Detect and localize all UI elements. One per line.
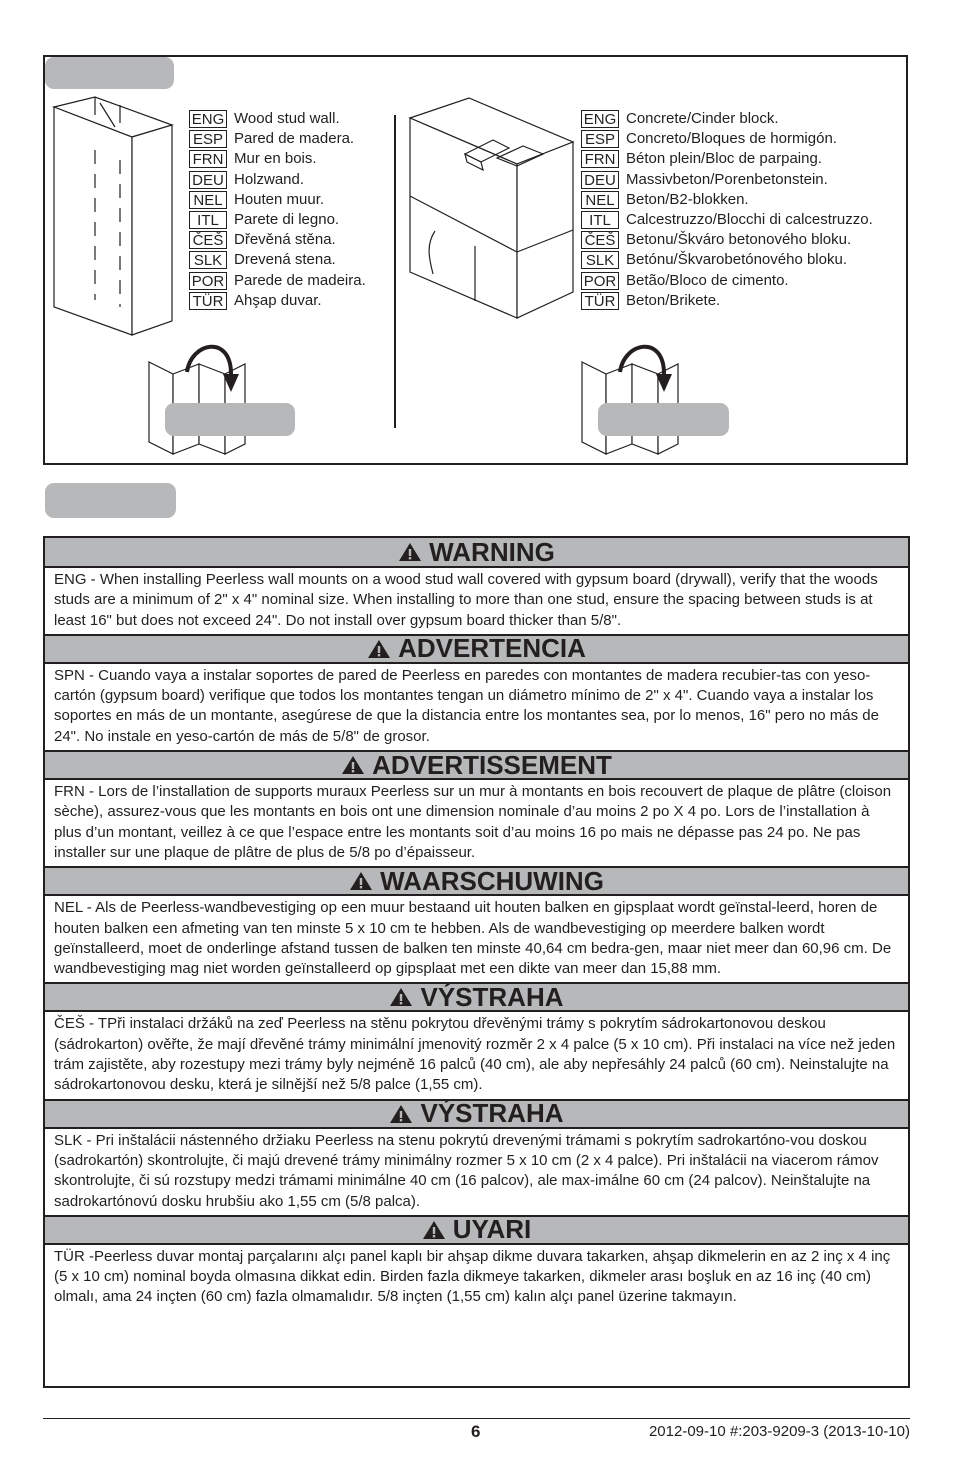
language-row xyxy=(581,271,873,291)
page-turn-icon xyxy=(145,334,255,459)
language-code: ČEŠ xyxy=(189,231,227,249)
language-code: FRN xyxy=(189,150,227,168)
language-code: ENG xyxy=(581,110,619,128)
page-number: 6 xyxy=(471,1422,481,1441)
language-code: ITL xyxy=(189,211,227,229)
warning-triangle-icon xyxy=(341,755,365,775)
warning-text: NEL - Als de Peerless-wandbevestiging op een muur bestaand uit houten balken en gipsplaat wordt geïnstal-leerd, horen de houten balken een afmeting van ten minste 5 x 10 cm te hebben. Als de wandbevestiging op meerdere balken wordt geïnstalleerd, moet de onderlinge afstand tussen de balken ten minste 40,64 cm bedra-gen, maar niet meer dan 60,96 cm. De wandbevestiging mag niet worden geïnstalleerd op gipsplaat met een dikte van meer dan 15,88 mm. xyxy=(54,899,892,978)
language-text: Wood stud wall. xyxy=(234,110,340,127)
warning-title: VÝSTRAHA xyxy=(420,981,564,1012)
language-row xyxy=(581,250,873,270)
language-row xyxy=(581,129,873,149)
language-text: Holzwand. xyxy=(234,170,305,188)
language-code: ITL xyxy=(581,211,619,229)
language-code: POR xyxy=(189,272,227,290)
language-text: Mur en bois. xyxy=(234,150,317,168)
page-turn-tab-left xyxy=(165,403,295,436)
language-code: TÜR xyxy=(189,292,227,310)
warning-triangle-icon xyxy=(398,542,422,562)
warning-text: ČEŠ - TPři instalaci držáků na zeď Peerless na stěnu pokrytou dřevěnými trámy s pokrytím sádrokartonovou deskou (sádrokarton) ověřte, že mají dřevěné trámy minimální jmenovitý rozměr 2 x 4 palce (5 x 10 cm). Při instalaci na více než jeden trám zajistěte, aby rozestupy mezi trámy byly nejméně 16 palců (40 cm), ale aby nepřesáhly 24 palců (60 cm). Neinstalujte na sádrokartonovou desku, která je silnější než 5/8 palce (1,55 cm). xyxy=(54,1015,896,1094)
language-row xyxy=(189,271,366,291)
concrete-block-illustration xyxy=(405,96,577,321)
wood-stud-wall-illustration xyxy=(50,95,180,340)
language-text: Dřevěná stěna. xyxy=(234,231,336,249)
language-row xyxy=(581,170,873,190)
language-text: Parede de madeira. xyxy=(234,271,366,289)
warning-heading xyxy=(45,538,908,568)
language-text: Beton/Brikete. xyxy=(626,291,721,309)
language-row xyxy=(189,129,366,149)
language-row xyxy=(189,291,366,311)
language-row xyxy=(189,109,366,129)
warning-title: ADVERTISSEMENT xyxy=(372,749,612,780)
warning-triangle-icon xyxy=(422,1220,446,1240)
warning-text: SPN - Cuando vaya a instalar soportes de pared de Peerless en paredes con montantes de madera recubier-tas con yeso-cartón (gypsum board) verifique que todos los montantes tengan un diámetro mínimo de 2" x 4". Cuando vaya a instalar los soportes en más de un montante, asegúrese de que la distancia entre los montantes sea, por lo menos, 16" pero no más de 24". No instale en yeso-cartón de más de 5/8" de grosor. xyxy=(54,666,879,745)
warning-heading xyxy=(45,982,908,1012)
warnings-box xyxy=(43,536,910,1388)
page-turn-tab-right xyxy=(598,403,729,436)
language-code: SLK xyxy=(189,251,227,269)
warning-title: VÝSTRAHA xyxy=(420,1098,564,1129)
document-id: 2012-09-10 #:203-9209-3 (2013-10-10) xyxy=(648,1423,910,1440)
language-code: NEL xyxy=(581,191,619,209)
language-code: TÜR xyxy=(581,292,619,310)
language-code: DEU xyxy=(581,171,619,189)
language-code: DEU xyxy=(189,171,227,189)
warning-text: SLK - Pri inštalácii nástenného držiaku Peerless na stenu pokrytú drevenými trámami s pokrytím sadrokartóno-vou doskou (sadrokartón) skontrolujte, či majú drevené trámy minimálny rozmer 5 x 10 cm (2 x 4 palce). Pri inštalácii na viacerom rámov skontrolujte, či sú rozstupy medzi trámami minimálne 40 cm (16 palcov), ale max-imálne 60 cm (24 palcov). Neinštalujte na sadrokartónovú dosku hrubšiu ako 1,55 cm (5/8 palca). xyxy=(54,1131,879,1210)
language-row xyxy=(189,210,366,230)
language-row xyxy=(581,230,873,250)
language-text: Massivbeton/Porenbetonstein. xyxy=(626,170,828,188)
warning-triangle-icon xyxy=(367,639,391,659)
language-text: Beton/B2-blokken. xyxy=(626,190,749,208)
warning-text: FRN - Lors de l’installation de supports muraux Peerless sur un mur à montants en bois recouvert de plaque de plâtre (cloison sèche), assurez-vous que les montants en bois ont une dimension nominale d’au moins 2 po X 4 po. Lors de l’installation à plus d’un montant, veillez à ce que l’espace entre les montants soit d’au moins 16 po mais ne dépasse pas 24 po. Ne pas installer sur une plaque de plâtre de plus de 5/8 po d’épaisseur. xyxy=(54,783,892,861)
language-row xyxy=(189,170,366,190)
warning-text: TÜR -Peerless duvar montaj parçalarını alçı panel kaplı bir ahşap dikme duvara takarken, ahşap dikmelerin en az 2 inç x 4 inç (5 x 10 cm) nominal boyda olmasına dikkat edin. Birden fazla dikmeye takarken, dikmeler arası boşluk en az 16 inç (40 cm) olmalı, ama 24 inçten (60 cm) fazla olmamalıdır. 5/8 inçten (1,55 cm) kalın alçı panel üzerine takmayın. xyxy=(54,1247,891,1306)
language-code: POR xyxy=(581,272,619,290)
panel-divider xyxy=(394,115,396,428)
warning-triangle-icon xyxy=(349,871,373,891)
language-row xyxy=(189,190,366,210)
language-code: ČEŠ xyxy=(581,231,619,249)
language-row xyxy=(581,149,873,169)
warning-title: WARNING xyxy=(429,536,555,567)
warning-triangle-icon xyxy=(389,987,413,1007)
section-tab xyxy=(45,483,176,518)
concrete-wall-language-list xyxy=(581,109,873,311)
warning-heading xyxy=(45,866,908,896)
language-row xyxy=(581,210,873,230)
language-code: ESP xyxy=(581,130,619,148)
language-text: Calcestruzzo/Blocchi di calcestruzzo. xyxy=(626,210,873,228)
warning-triangle-icon xyxy=(389,1104,413,1124)
language-row xyxy=(189,250,366,270)
language-row xyxy=(581,190,873,210)
language-text: Parete di legno. xyxy=(234,210,340,228)
warning-title: UYARI xyxy=(452,1214,532,1245)
language-text: Betonu/Škváro betonového bloku. xyxy=(626,231,852,249)
wood-wall-language-list xyxy=(189,109,366,311)
language-row xyxy=(581,109,873,129)
language-text: Béton plein/Bloc de parpaing. xyxy=(626,150,822,168)
language-code: FRN xyxy=(581,150,619,168)
language-code: SLK xyxy=(581,251,619,269)
warning-title: ADVERTENCIA xyxy=(398,633,586,664)
language-row xyxy=(581,291,873,311)
footer-rule xyxy=(43,1418,910,1419)
language-text: Concreto/Bloques de hormigón. xyxy=(626,130,837,148)
language-code: ENG xyxy=(189,110,227,128)
language-text: Betão/Bloco de cimento. xyxy=(626,271,789,289)
panel-tab xyxy=(45,57,174,89)
warning-text: ENG - When installing Peerless wall mounts on a wood stud wall covered with gypsum board (drywall), verify that the woods studs are a minimum of 2" x 4" nominal size. When installing to more than one stud, ensure the spacing between studs is at least 16" but does not exceed 24". Do not install over gypsum board thicker than 5/8". xyxy=(54,571,878,629)
warning-heading xyxy=(45,634,908,664)
language-text: Houten muur. xyxy=(234,190,325,208)
language-text: Concrete/Cinder block. xyxy=(626,110,779,127)
language-text: Ahşap duvar. xyxy=(234,291,322,309)
warning-title: WAARSCHUWING xyxy=(380,865,604,896)
warning-heading xyxy=(45,750,908,780)
language-code: NEL xyxy=(189,191,227,209)
language-text: Pared de madera. xyxy=(234,130,355,148)
warning-heading xyxy=(45,1215,908,1245)
language-code: ESP xyxy=(189,130,227,148)
language-row xyxy=(189,149,366,169)
language-text: Drevená stena. xyxy=(234,251,336,269)
page-turn-icon xyxy=(578,334,688,459)
language-row xyxy=(189,230,366,250)
warning-heading xyxy=(45,1099,908,1129)
language-text: Betónu/Škvarobetónového bloku. xyxy=(626,251,847,269)
